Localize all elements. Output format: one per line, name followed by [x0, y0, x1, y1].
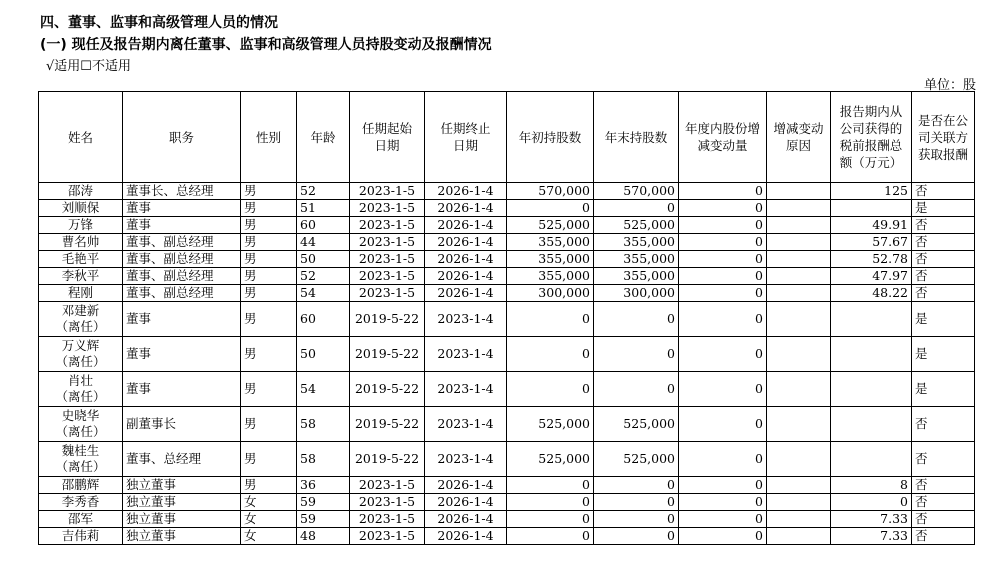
cell-gender: 男 [241, 200, 297, 217]
cell-title: 董事 [123, 217, 241, 234]
cell-related: 是 [912, 302, 975, 337]
header-name: 姓名 [39, 92, 123, 183]
cell-title: 董事、副总经理 [123, 234, 241, 251]
table-row [39, 442, 975, 477]
cell-change: 0 [679, 477, 767, 494]
cell-end-shares: 355,000 [594, 268, 679, 285]
cell-reason [767, 251, 831, 268]
cell-pay [831, 407, 912, 442]
cell-change: 0 [679, 337, 767, 372]
cell-related: 否 [912, 494, 975, 511]
cell-title: 董事 [123, 302, 241, 337]
cell-gender: 男 [241, 337, 297, 372]
cell-related: 是 [912, 200, 975, 217]
cell-age: 50 [297, 337, 350, 372]
header-reason: 增减变动原因 [767, 92, 831, 183]
cell-gender: 女 [241, 511, 297, 528]
cell-term-end: 2026-1-4 [425, 511, 507, 528]
cell-term-end: 2023-1-4 [425, 372, 507, 407]
cell-title: 董事 [123, 200, 241, 217]
cell-term-start: 2023-1-5 [350, 511, 425, 528]
cell-term-start: 2023-1-5 [350, 217, 425, 234]
cell-term-end: 2026-1-4 [425, 477, 507, 494]
header-gender: 性别 [241, 92, 297, 183]
cell-pay [831, 337, 912, 372]
cell-age: 58 [297, 407, 350, 442]
header-title: 职务 [123, 92, 241, 183]
cell-age: 58 [297, 442, 350, 477]
cell-age: 44 [297, 234, 350, 251]
cell-pay: 7.33 [831, 528, 912, 545]
cell-begin-shares: 0 [507, 302, 594, 337]
cell-term-start: 2019-5-22 [350, 442, 425, 477]
cell-begin-shares: 0 [507, 372, 594, 407]
cell-term-start: 2023-1-5 [350, 494, 425, 511]
cell-title: 独立董事 [123, 511, 241, 528]
cell-gender: 男 [241, 183, 297, 200]
cell-reason [767, 337, 831, 372]
cell-related: 否 [912, 183, 975, 200]
cell-name: 刘顺保 [39, 200, 123, 217]
cell-title: 独立董事 [123, 477, 241, 494]
cell-name: 邵鹏辉 [39, 477, 123, 494]
resigned-note: （离任） [55, 354, 106, 369]
cell-related: 是 [912, 372, 975, 407]
cell-related: 否 [912, 528, 975, 545]
header-term-end: 任期终止日期 [425, 92, 507, 183]
cell-gender: 男 [241, 285, 297, 302]
cell-title: 董事、副总经理 [123, 268, 241, 285]
cell-gender: 男 [241, 251, 297, 268]
cell-begin-shares: 0 [507, 494, 594, 511]
cell-gender: 男 [241, 407, 297, 442]
cell-title: 独立董事 [123, 494, 241, 511]
resigned-note: （离任） [55, 319, 106, 334]
cell-term-end: 2026-1-4 [425, 285, 507, 302]
cell-change: 0 [679, 268, 767, 285]
cell-term-start: 2019-5-22 [350, 372, 425, 407]
cell-age: 54 [297, 372, 350, 407]
cell-related: 否 [912, 217, 975, 234]
cell-related: 否 [912, 251, 975, 268]
cell-change: 0 [679, 200, 767, 217]
cell-pay [831, 372, 912, 407]
cell-name: 万锋 [39, 217, 123, 234]
cell-begin-shares: 0 [507, 511, 594, 528]
header-row [39, 92, 975, 183]
cell-change: 0 [679, 511, 767, 528]
cell-term-end: 2026-1-4 [425, 494, 507, 511]
section-title: 四、董事、监事和高级管理人员的情况 [40, 15, 278, 31]
cell-name: 毛艳平 [39, 251, 123, 268]
cell-reason [767, 477, 831, 494]
cell-change: 0 [679, 407, 767, 442]
cell-age: 60 [297, 217, 350, 234]
cell-title: 董事、副总经理 [123, 251, 241, 268]
cell-term-start: 2023-1-5 [350, 234, 425, 251]
cell-reason [767, 217, 831, 234]
cell-name [39, 372, 123, 407]
cell-reason [767, 285, 831, 302]
cell-name: 李秋平 [39, 268, 123, 285]
cell-end-shares: 0 [594, 337, 679, 372]
table-row [39, 477, 975, 494]
cell-begin-shares: 355,000 [507, 268, 594, 285]
applicability-note: √适用☐不适用 [46, 59, 131, 74]
cell-change: 0 [679, 234, 767, 251]
cell-title: 董事长、总经理 [123, 183, 241, 200]
cell-pay [831, 442, 912, 477]
cell-age: 51 [297, 200, 350, 217]
person-name: 万义辉 [61, 338, 100, 353]
cell-age: 50 [297, 251, 350, 268]
cell-end-shares: 525,000 [594, 407, 679, 442]
cell-gender: 男 [241, 234, 297, 251]
cell-name [39, 337, 123, 372]
cell-pay [831, 200, 912, 217]
cell-begin-shares: 0 [507, 477, 594, 494]
cell-title: 董事、总经理 [123, 442, 241, 477]
cell-end-shares: 0 [594, 528, 679, 545]
cell-reason [767, 442, 831, 477]
cell-pay: 48.22 [831, 285, 912, 302]
unit-label: 单位：股 [923, 78, 976, 93]
cell-begin-shares: 0 [507, 337, 594, 372]
cell-pay: 125 [831, 183, 912, 200]
cell-pay [831, 302, 912, 337]
cell-end-shares: 525,000 [594, 217, 679, 234]
cell-age: 52 [297, 183, 350, 200]
cell-term-start: 2019-5-22 [350, 407, 425, 442]
cell-change: 0 [679, 285, 767, 302]
table-row [39, 285, 975, 302]
cell-term-end: 2026-1-4 [425, 528, 507, 545]
cell-name: 程刚 [39, 285, 123, 302]
cell-term-end: 2026-1-4 [425, 268, 507, 285]
table-row [39, 183, 975, 200]
cell-change: 0 [679, 217, 767, 234]
header-begin-shares: 年初持股数 [507, 92, 594, 183]
cell-age: 36 [297, 477, 350, 494]
table-row [39, 372, 975, 407]
cell-term-end: 2026-1-4 [425, 234, 507, 251]
cell-term-start: 2023-1-5 [350, 285, 425, 302]
header-age: 年龄 [297, 92, 350, 183]
shareholding-table [38, 91, 975, 545]
cell-age: 60 [297, 302, 350, 337]
subsection-title: (一) 现任及报告期内离任董事、监事和高级管理人员持股变动及报酬情况 [40, 37, 492, 53]
cell-end-shares: 355,000 [594, 251, 679, 268]
cell-reason [767, 528, 831, 545]
header-related: 是否在公司关联方获取报酬 [912, 92, 975, 183]
cell-begin-shares: 300,000 [507, 285, 594, 302]
cell-pay: 57.67 [831, 234, 912, 251]
cell-name: 邵涛 [39, 183, 123, 200]
cell-name [39, 407, 123, 442]
cell-term-start: 2023-1-5 [350, 200, 425, 217]
table-row [39, 528, 975, 545]
cell-term-start: 2023-1-5 [350, 251, 425, 268]
table-body [39, 183, 975, 545]
cell-related: 否 [912, 442, 975, 477]
cell-name: 曹名帅 [39, 234, 123, 251]
cell-end-shares: 0 [594, 200, 679, 217]
cell-title: 董事、副总经理 [123, 285, 241, 302]
cell-end-shares: 0 [594, 494, 679, 511]
person-name: 史晓华 [61, 408, 100, 423]
table-row [39, 217, 975, 234]
cell-term-end: 2023-1-4 [425, 337, 507, 372]
cell-term-start: 2023-1-5 [350, 268, 425, 285]
person-name: 肖壮 [67, 373, 93, 388]
cell-change: 0 [679, 251, 767, 268]
cell-gender: 男 [241, 372, 297, 407]
cell-term-end: 2023-1-4 [425, 302, 507, 337]
cell-begin-shares: 570,000 [507, 183, 594, 200]
cell-pay: 0 [831, 494, 912, 511]
cell-reason [767, 407, 831, 442]
cell-term-end: 2026-1-4 [425, 200, 507, 217]
table-row [39, 200, 975, 217]
cell-reason [767, 302, 831, 337]
cell-end-shares: 570,000 [594, 183, 679, 200]
cell-change: 0 [679, 494, 767, 511]
cell-end-shares: 0 [594, 302, 679, 337]
cell-gender: 男 [241, 268, 297, 285]
header-change: 年度内股份增减变动量 [679, 92, 767, 183]
cell-reason [767, 200, 831, 217]
cell-gender: 男 [241, 442, 297, 477]
cell-begin-shares: 355,000 [507, 251, 594, 268]
cell-term-start: 2023-1-5 [350, 528, 425, 545]
cell-name [39, 302, 123, 337]
cell-reason [767, 511, 831, 528]
cell-related: 否 [912, 477, 975, 494]
cell-title: 独立董事 [123, 528, 241, 545]
resigned-note: （离任） [55, 389, 106, 404]
table-row [39, 407, 975, 442]
cell-end-shares: 355,000 [594, 234, 679, 251]
resigned-note: （离任） [55, 459, 106, 474]
cell-pay: 49.91 [831, 217, 912, 234]
cell-begin-shares: 525,000 [507, 217, 594, 234]
cell-begin-shares: 0 [507, 528, 594, 545]
cell-end-shares: 525,000 [594, 442, 679, 477]
cell-change: 0 [679, 302, 767, 337]
header-end-shares: 年末持股数 [594, 92, 679, 183]
cell-end-shares: 0 [594, 511, 679, 528]
cell-term-end: 2026-1-4 [425, 217, 507, 234]
header-term-start: 任期起始日期 [350, 92, 425, 183]
cell-pay: 8 [831, 477, 912, 494]
cell-gender: 女 [241, 494, 297, 511]
cell-begin-shares: 355,000 [507, 234, 594, 251]
cell-title: 董事 [123, 372, 241, 407]
cell-end-shares: 300,000 [594, 285, 679, 302]
cell-term-end: 2023-1-4 [425, 442, 507, 477]
cell-related: 否 [912, 234, 975, 251]
cell-age: 48 [297, 528, 350, 545]
table-row [39, 251, 975, 268]
table-row [39, 302, 975, 337]
cell-reason [767, 494, 831, 511]
cell-pay: 7.33 [831, 511, 912, 528]
cell-related: 否 [912, 407, 975, 442]
cell-title: 董事 [123, 337, 241, 372]
cell-gender: 男 [241, 302, 297, 337]
cell-age: 52 [297, 268, 350, 285]
cell-term-end: 2026-1-4 [425, 183, 507, 200]
person-name: 魏桂生 [61, 443, 100, 458]
cell-reason [767, 183, 831, 200]
cell-begin-shares: 0 [507, 200, 594, 217]
cell-term-end: 2023-1-4 [425, 407, 507, 442]
cell-gender: 男 [241, 217, 297, 234]
cell-term-end: 2026-1-4 [425, 251, 507, 268]
cell-change: 0 [679, 183, 767, 200]
cell-reason [767, 234, 831, 251]
table-row [39, 511, 975, 528]
cell-related: 否 [912, 511, 975, 528]
cell-name: 吉伟莉 [39, 528, 123, 545]
cell-age: 59 [297, 511, 350, 528]
cell-related: 否 [912, 285, 975, 302]
cell-related: 否 [912, 268, 975, 285]
cell-title: 副董事长 [123, 407, 241, 442]
cell-change: 0 [679, 442, 767, 477]
table-row [39, 234, 975, 251]
cell-related: 是 [912, 337, 975, 372]
cell-age: 54 [297, 285, 350, 302]
resigned-note: （离任） [55, 424, 106, 439]
cell-gender: 男 [241, 477, 297, 494]
header-pay: 报告期内从公司获得的税前报酬总额（万元） [831, 92, 912, 183]
cell-term-start: 2023-1-5 [350, 183, 425, 200]
cell-gender: 女 [241, 528, 297, 545]
cell-end-shares: 0 [594, 477, 679, 494]
cell-begin-shares: 525,000 [507, 407, 594, 442]
cell-reason [767, 372, 831, 407]
cell-name: 李秀香 [39, 494, 123, 511]
cell-change: 0 [679, 372, 767, 407]
cell-reason [767, 268, 831, 285]
table-row [39, 337, 975, 372]
table-row [39, 268, 975, 285]
cell-change: 0 [679, 528, 767, 545]
cell-name: 邵军 [39, 511, 123, 528]
person-name: 邓建新 [61, 303, 100, 318]
cell-term-start: 2019-5-22 [350, 337, 425, 372]
cell-end-shares: 0 [594, 372, 679, 407]
cell-pay: 47.97 [831, 268, 912, 285]
cell-age: 59 [297, 494, 350, 511]
cell-begin-shares: 525,000 [507, 442, 594, 477]
cell-term-start: 2019-5-22 [350, 302, 425, 337]
cell-name [39, 442, 123, 477]
cell-pay: 52.78 [831, 251, 912, 268]
cell-term-start: 2023-1-5 [350, 477, 425, 494]
table-row [39, 494, 975, 511]
